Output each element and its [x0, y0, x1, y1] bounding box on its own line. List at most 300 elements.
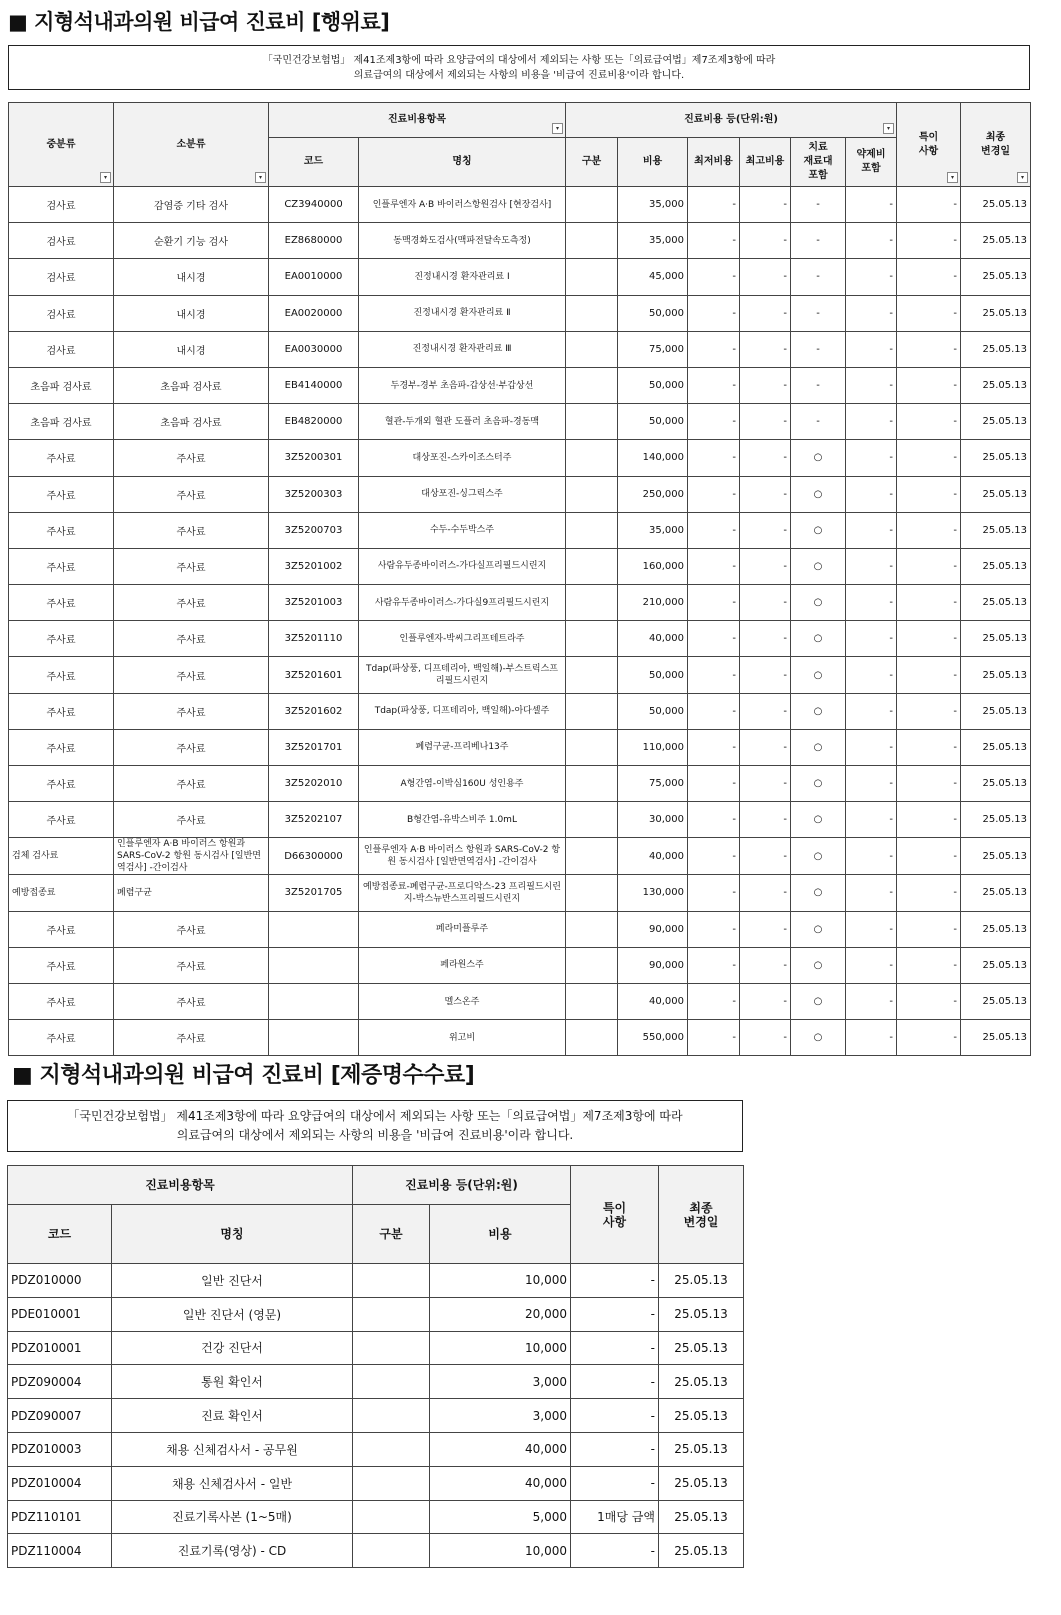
cell-name: 진정내시경 환자관리료 Ⅱ	[359, 295, 566, 331]
cell-max-cost: -	[740, 512, 791, 548]
cell-max-cost: -	[740, 983, 791, 1019]
cell-material-included: -	[791, 367, 846, 403]
table-row	[9, 548, 1031, 584]
table-row	[8, 1365, 744, 1399]
cell-last-changed: 25.05.13	[659, 1466, 744, 1500]
cell-drug-included: -	[846, 512, 897, 548]
cell-material-included: ○	[791, 657, 846, 693]
cell-type	[566, 476, 618, 512]
cell-sub-category: 주사료	[114, 548, 269, 584]
header-mid-category[interactable]: 중분류 ▾	[9, 103, 114, 187]
cell-max-cost: -	[740, 911, 791, 947]
fee-table-certificates	[7, 1165, 744, 1568]
cell-last-changed: 25.05.13	[961, 512, 1031, 548]
cell-last-changed: 25.05.13	[659, 1365, 744, 1399]
cell-min-cost: -	[688, 911, 740, 947]
table-row	[9, 802, 1031, 838]
cell-cost: 50,000	[618, 295, 688, 331]
cell-drug-included: -	[846, 187, 897, 223]
cell-min-cost: -	[688, 838, 740, 875]
cell-drug-included: -	[846, 585, 897, 621]
cell-name: 채용 신체검사서 - 일반	[112, 1466, 353, 1500]
table-row	[9, 259, 1031, 295]
cell-name: 혈관-두개외 혈관 도플러 초음파-경동맥	[359, 404, 566, 440]
cell-special: -	[897, 947, 961, 983]
cell-cost: 5,000	[430, 1500, 571, 1534]
cell-special: -	[897, 875, 961, 911]
cell-cost: 40,000	[618, 838, 688, 875]
cell-mid-category: 초음파 검사료	[9, 367, 114, 403]
cell-special: -	[571, 1534, 659, 1568]
cell-cost: 40,000	[430, 1432, 571, 1466]
cell-sub-category: 폐렴구균	[114, 875, 269, 911]
cell-drug-included: -	[846, 657, 897, 693]
cell-type	[353, 1534, 430, 1568]
cell-cost: 160,000	[618, 548, 688, 584]
table-row	[8, 1466, 744, 1500]
cell-type	[566, 548, 618, 584]
cell-last-changed: 25.05.13	[659, 1331, 744, 1365]
cell-special: -	[897, 548, 961, 584]
cell-type	[566, 259, 618, 295]
cell-drug-included: -	[846, 259, 897, 295]
cell-material-included: -	[791, 331, 846, 367]
cell-mid-category: 주사료	[9, 947, 114, 983]
cell-max-cost: -	[740, 766, 791, 802]
cell-code: PDZ010003	[8, 1432, 112, 1466]
cell-min-cost: -	[688, 729, 740, 765]
table-row	[9, 367, 1031, 403]
cell-max-cost: -	[740, 295, 791, 331]
cell-type	[353, 1297, 430, 1331]
cell-min-cost: -	[688, 1020, 740, 1056]
cell-cost: 45,000	[618, 259, 688, 295]
cell-mid-category: 검체 검사료	[9, 838, 114, 875]
cell-drug-included: -	[846, 802, 897, 838]
cell-name: 동맥경화도검사(맥파전달속도측정)	[359, 223, 566, 259]
cell-name: A형간염-이박심160U 성인용주	[359, 766, 566, 802]
cell-mid-category: 주사료	[9, 1020, 114, 1056]
cell-max-cost: -	[740, 585, 791, 621]
table-row	[9, 1020, 1031, 1056]
cell-drug-included: -	[846, 223, 897, 259]
cell-type	[566, 621, 618, 657]
table-row	[9, 657, 1031, 693]
cell-special: -	[897, 693, 961, 729]
cell-last-changed: 25.05.13	[961, 585, 1031, 621]
cell-cost: 550,000	[618, 1020, 688, 1056]
filter-dropdown-icon[interactable]: ▾	[552, 123, 563, 134]
cell-last-changed: 25.05.13	[659, 1264, 744, 1298]
cell-special: -	[897, 585, 961, 621]
cell-last-changed: 25.05.13	[961, 223, 1031, 259]
header-cost: 비용	[430, 1205, 571, 1264]
cell-material-included: -	[791, 223, 846, 259]
cell-sub-category: 내시경	[114, 259, 269, 295]
cell-last-changed: 25.05.13	[961, 404, 1031, 440]
cell-cost: 20,000	[430, 1297, 571, 1331]
cell-mid-category: 검사료	[9, 331, 114, 367]
cell-sub-category: 초음파 검사료	[114, 404, 269, 440]
cell-sub-category: 주사료	[114, 512, 269, 548]
cell-code: 3Z5201002	[269, 548, 359, 584]
cell-drug-included: -	[846, 947, 897, 983]
cell-special: -	[571, 1432, 659, 1466]
cell-code	[269, 947, 359, 983]
table-row	[9, 838, 1031, 875]
cell-mid-category: 검사료	[9, 259, 114, 295]
cell-drug-included: -	[846, 621, 897, 657]
header-item-group: 진료비용항목	[8, 1166, 353, 1205]
cell-type	[566, 367, 618, 403]
cell-type	[566, 585, 618, 621]
table-row	[9, 585, 1031, 621]
cell-special: -	[897, 476, 961, 512]
cell-type	[566, 187, 618, 223]
cell-last-changed: 25.05.13	[659, 1297, 744, 1331]
cell-code: PDZ110004	[8, 1534, 112, 1568]
cell-special: -	[897, 223, 961, 259]
table-row	[9, 331, 1031, 367]
cell-material-included: ○	[791, 476, 846, 512]
header-max-cost: 최고비용	[740, 138, 791, 187]
cell-code: 3Z5200301	[269, 440, 359, 476]
cell-special: -	[571, 1264, 659, 1298]
notice-line1: 「국민건강보험법」 제41조제3항에 따라 요양급여의 대상에서 제외되는 사항 또는「의료급여법」제7조제3항에 따라	[262, 54, 776, 66]
cell-last-changed: 25.05.13	[961, 657, 1031, 693]
cell-code: D66300000	[269, 838, 359, 875]
cell-name: Tdap(파상풍, 디프테리아, 백일해)-아다셀주	[359, 693, 566, 729]
cell-min-cost: -	[688, 802, 740, 838]
cell-mid-category: 주사료	[9, 621, 114, 657]
cell-sub-category: 주사료	[114, 729, 269, 765]
cell-material-included: ○	[791, 585, 846, 621]
cell-last-changed: 25.05.13	[961, 440, 1031, 476]
filter-dropdown-icon[interactable]: ▾	[947, 172, 958, 183]
cell-mid-category: 검사료	[9, 187, 114, 223]
header-sub-category[interactable]: 소분류 ▾	[114, 103, 269, 187]
cell-last-changed: 25.05.13	[659, 1399, 744, 1433]
cell-sub-category: 주사료	[114, 621, 269, 657]
cell-cost: 40,000	[618, 983, 688, 1019]
cell-code: EA0030000	[269, 331, 359, 367]
cell-code: EA0020000	[269, 295, 359, 331]
filter-dropdown-icon[interactable]: ▾	[883, 123, 894, 134]
cell-drug-included: -	[846, 693, 897, 729]
cell-code	[269, 911, 359, 947]
table-row	[8, 1264, 744, 1298]
cell-mid-category: 검사료	[9, 223, 114, 259]
cell-max-cost: -	[740, 476, 791, 512]
cell-min-cost: -	[688, 585, 740, 621]
cell-min-cost: -	[688, 476, 740, 512]
cell-material-included: ○	[791, 512, 846, 548]
cell-special: -	[897, 911, 961, 947]
cell-special: -	[897, 331, 961, 367]
table-row	[9, 693, 1031, 729]
cell-cost: 130,000	[618, 875, 688, 911]
cell-type	[353, 1331, 430, 1365]
cell-sub-category: 순환기 기능 검사	[114, 223, 269, 259]
cell-type	[566, 983, 618, 1019]
cell-last-changed: 25.05.13	[961, 838, 1031, 875]
header-special[interactable]: 특이 사항 ▾	[897, 103, 961, 187]
cell-type	[566, 838, 618, 875]
cell-material-included: ○	[791, 983, 846, 1019]
cell-material-included: -	[791, 404, 846, 440]
cell-last-changed: 25.05.13	[961, 187, 1031, 223]
cell-mid-category: 초음파 검사료	[9, 404, 114, 440]
cell-type	[353, 1432, 430, 1466]
cell-special: -	[897, 621, 961, 657]
header-last-changed: 최종 변경일	[659, 1166, 744, 1264]
cell-code: PDZ010001	[8, 1331, 112, 1365]
cell-min-cost: -	[688, 187, 740, 223]
cell-mid-category: 주사료	[9, 476, 114, 512]
cell-sub-category: 주사료	[114, 911, 269, 947]
header-type: 구분	[566, 138, 618, 187]
cell-sub-category: 주사료	[114, 766, 269, 802]
header-material-included: 치료 재료대 포함	[791, 138, 846, 187]
cell-mid-category: 주사료	[9, 693, 114, 729]
cell-special: 1매당 금액	[571, 1500, 659, 1534]
cell-code: EA0010000	[269, 259, 359, 295]
cell-code: 3Z5201110	[269, 621, 359, 657]
cell-type	[566, 911, 618, 947]
cell-min-cost: -	[688, 983, 740, 1019]
cell-sub-category: 주사료	[114, 585, 269, 621]
cell-drug-included: -	[846, 911, 897, 947]
cell-last-changed: 25.05.13	[961, 331, 1031, 367]
header-code: 코드	[269, 138, 359, 187]
cell-type	[566, 693, 618, 729]
table-row	[9, 512, 1031, 548]
cell-type	[353, 1365, 430, 1399]
cell-cost: 35,000	[618, 187, 688, 223]
cell-max-cost: -	[740, 187, 791, 223]
filter-dropdown-icon[interactable]: ▾	[255, 172, 266, 183]
cell-mid-category: 주사료	[9, 657, 114, 693]
cell-min-cost: -	[688, 259, 740, 295]
cell-cost: 30,000	[618, 802, 688, 838]
section2-notice	[7, 1100, 743, 1152]
cell-sub-category: 주사료	[114, 693, 269, 729]
cell-mid-category: 주사료	[9, 983, 114, 1019]
cell-max-cost: -	[740, 802, 791, 838]
cell-type	[566, 1020, 618, 1056]
cell-min-cost: -	[688, 367, 740, 403]
filter-dropdown-icon[interactable]: ▾	[100, 172, 111, 183]
cell-type	[566, 729, 618, 765]
cell-cost: 140,000	[618, 440, 688, 476]
cell-code: EB4140000	[269, 367, 359, 403]
cell-code: PDZ110101	[8, 1500, 112, 1534]
cell-type	[353, 1399, 430, 1433]
cell-special: -	[571, 1365, 659, 1399]
cell-last-changed: 25.05.13	[961, 295, 1031, 331]
cell-last-changed: 25.05.13	[961, 367, 1031, 403]
table-row	[9, 983, 1031, 1019]
cell-code	[269, 1020, 359, 1056]
cell-last-changed: 25.05.13	[961, 875, 1031, 911]
cell-name: 멜스온주	[359, 983, 566, 1019]
cell-name: 건강 진단서	[112, 1331, 353, 1365]
header-drug-included: 약제비 포함	[846, 138, 897, 187]
cell-cost: 10,000	[430, 1264, 571, 1298]
header-cost-group[interactable]: 진료비용 등(단위:원) ▾	[566, 103, 897, 138]
cell-code: 3Z5201602	[269, 693, 359, 729]
cell-code: 3Z5200703	[269, 512, 359, 548]
header-code: 코드	[8, 1205, 112, 1264]
cell-min-cost: -	[688, 766, 740, 802]
cell-last-changed: 25.05.13	[961, 802, 1031, 838]
cell-special: -	[897, 1020, 961, 1056]
table-row	[8, 1534, 744, 1568]
table-row	[9, 875, 1031, 911]
cell-cost: 110,000	[618, 729, 688, 765]
cell-cost: 3,000	[430, 1399, 571, 1433]
cell-sub-category: 초음파 검사료	[114, 367, 269, 403]
cell-material-included: -	[791, 187, 846, 223]
cell-cost: 35,000	[618, 512, 688, 548]
cell-name: 인플루엔자 A·B 바이러스항원검사 [현장검사]	[359, 187, 566, 223]
cell-last-changed: 25.05.13	[961, 693, 1031, 729]
filter-dropdown-icon[interactable]: ▾	[1017, 172, 1028, 183]
cell-name: 진정내시경 환자관리료 Ⅲ	[359, 331, 566, 367]
cell-material-included: ○	[791, 911, 846, 947]
cell-last-changed: 25.05.13	[961, 729, 1031, 765]
cell-code: 3Z5202107	[269, 802, 359, 838]
cell-cost: 90,000	[618, 911, 688, 947]
cell-mid-category: 주사료	[9, 729, 114, 765]
cell-material-included: ○	[791, 947, 846, 983]
cell-code: PDE010001	[8, 1297, 112, 1331]
cell-type	[566, 331, 618, 367]
cell-type	[566, 947, 618, 983]
cell-drug-included: -	[846, 367, 897, 403]
cell-code: 3Z5202010	[269, 766, 359, 802]
cell-cost: 50,000	[618, 367, 688, 403]
cell-mid-category: 주사료	[9, 440, 114, 476]
cell-material-included: ○	[791, 1020, 846, 1056]
table-row	[9, 766, 1031, 802]
cell-code	[269, 983, 359, 1019]
cell-mid-category: 주사료	[9, 585, 114, 621]
cell-name: 진료기록사본 (1~5매)	[112, 1500, 353, 1534]
cell-sub-category: 주사료	[114, 440, 269, 476]
cell-mid-category: 주사료	[9, 802, 114, 838]
cell-name: B형간염-유박스비주 1.0mL	[359, 802, 566, 838]
cell-min-cost: -	[688, 331, 740, 367]
cell-cost: 40,000	[430, 1466, 571, 1500]
cell-min-cost: -	[688, 947, 740, 983]
cell-special: -	[897, 512, 961, 548]
cell-type	[353, 1466, 430, 1500]
cell-cost: 35,000	[618, 223, 688, 259]
cell-max-cost: -	[740, 875, 791, 911]
cell-special: -	[571, 1331, 659, 1365]
cell-name: 진정내시경 환자관리료 Ⅰ	[359, 259, 566, 295]
cell-special: -	[897, 367, 961, 403]
cell-material-included: -	[791, 295, 846, 331]
table-row	[9, 223, 1031, 259]
cell-drug-included: -	[846, 838, 897, 875]
cell-cost: 10,000	[430, 1331, 571, 1365]
cell-mid-category: 주사료	[9, 766, 114, 802]
cell-type	[353, 1264, 430, 1298]
cell-special: -	[571, 1297, 659, 1331]
table-row	[9, 187, 1031, 223]
cell-last-changed: 25.05.13	[961, 476, 1031, 512]
cell-sub-category: 주사료	[114, 657, 269, 693]
cell-material-included: -	[791, 259, 846, 295]
cell-special: -	[897, 657, 961, 693]
cell-name: 대상포진-싱그릭스주	[359, 476, 566, 512]
cell-type	[566, 766, 618, 802]
cell-code: PDZ010000	[8, 1264, 112, 1298]
cell-sub-category: 주사료	[114, 947, 269, 983]
cell-max-cost: -	[740, 404, 791, 440]
cell-drug-included: -	[846, 440, 897, 476]
cell-name: 일반 진단서 (영문)	[112, 1297, 353, 1331]
cell-cost: 10,000	[430, 1534, 571, 1568]
cell-special: -	[897, 802, 961, 838]
cell-cost: 210,000	[618, 585, 688, 621]
cell-max-cost: -	[740, 223, 791, 259]
cell-drug-included: -	[846, 875, 897, 911]
fee-table-procedures	[8, 102, 1031, 1056]
cell-name: 통원 확인서	[112, 1365, 353, 1399]
cell-name: 인플루엔자 A·B 바이러스 항원과 SARS-CoV-2 항원 동시검사 [일반면역검사] -간이검사	[359, 838, 566, 875]
cell-min-cost: -	[688, 404, 740, 440]
cell-name: 위고비	[359, 1020, 566, 1056]
cell-max-cost: -	[740, 693, 791, 729]
cell-name: 폐렴구균-프리베나13주	[359, 729, 566, 765]
cell-type	[566, 512, 618, 548]
cell-drug-included: -	[846, 295, 897, 331]
cell-name: 수두-수두박스주	[359, 512, 566, 548]
header-last-changed[interactable]: 최종 변경일 ▾	[961, 103, 1031, 187]
table-row	[9, 404, 1031, 440]
cell-name: Tdap(파상풍, 디프테리아, 백일해)-부스트릭스프리필드시린지	[359, 657, 566, 693]
cell-mid-category: 주사료	[9, 548, 114, 584]
cell-last-changed: 25.05.13	[659, 1534, 744, 1568]
cell-last-changed: 25.05.13	[961, 911, 1031, 947]
cell-last-changed: 25.05.13	[659, 1432, 744, 1466]
cell-max-cost: -	[740, 1020, 791, 1056]
cell-code: PDZ090004	[8, 1365, 112, 1399]
cell-min-cost: -	[688, 512, 740, 548]
table-row	[9, 911, 1031, 947]
cell-name: 예방접종료-폐렴구균-프로디악스-23 프리필드시린지-박스뉴반스프리필드시린지	[359, 875, 566, 911]
cell-sub-category: 주사료	[114, 1020, 269, 1056]
table-row	[8, 1331, 744, 1365]
table-row	[9, 947, 1031, 983]
cell-material-included: ○	[791, 875, 846, 911]
cell-code: EB4820000	[269, 404, 359, 440]
cell-material-included: ○	[791, 766, 846, 802]
cell-sub-category: 주사료	[114, 983, 269, 1019]
cell-last-changed: 25.05.13	[659, 1500, 744, 1534]
cell-type	[566, 295, 618, 331]
cell-max-cost: -	[740, 729, 791, 765]
cell-type	[566, 657, 618, 693]
cell-min-cost: -	[688, 657, 740, 693]
cell-sub-category: 내시경	[114, 295, 269, 331]
section1-notice	[8, 45, 1030, 90]
section2-title: ■ 지형석내과의원 비급여 진료비 [제증명수수료]	[12, 1063, 475, 1088]
header-item-group[interactable]: 진료비용항목 ▾	[269, 103, 566, 138]
